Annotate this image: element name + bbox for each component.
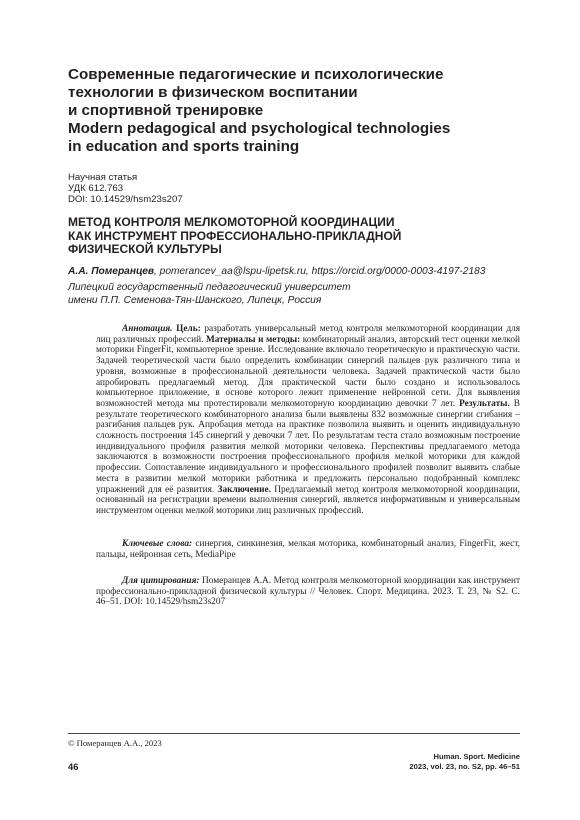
article-title-line: МЕТОД КОНТРОЛЯ МЕЛКОМОТОРНОЙ КООРДИНАЦИИ: [68, 215, 395, 229]
article-title: [68, 216, 401, 257]
author-affiliation: [68, 282, 351, 307]
author-name: А.А. Померанцев: [68, 266, 155, 277]
author-contacts: , pomerancev_aa@lspu-lipetsk.ru, https://orcid.org/0000-0003-4197-2183: [154, 266, 486, 277]
article-title-line: КАК ИНСТРУМЕНТ ПРОФЕССИОНАЛЬНО-ПРИКЛАДНОЙ: [68, 228, 402, 243]
section-title-line: Современные педагогические и психологические: [68, 66, 444, 83]
abstract-methods-text: комбинаторный анализ, авторский тест оценки мелкой моторики FingerFit, компьютерное зрение. Исследование включало теоретическую и практическую части. Задачей теоретической части было определить комбинации синергий пальцев рук различного типа и уровня, возможные в профессиональной деятельности человека. Задачей практической части было апробировать предлагаемый метод. Для практической части было создано и использовалось компьютерное приложение, в основе которого лежит применение нейронной сети. Для выявления возможностей метода мы протестировали мелкомоторную координацию девочки 7 лет.: [96, 334, 520, 409]
abstract-aim-text: разработать универсальный метод контроля мелкомоторной координации для лиц различных профессий.: [96, 324, 521, 345]
journal-issue: 2023, vol. 23, no. S2, pp. 46–51: [409, 761, 520, 771]
abstract-conclusion-label: Заключение.: [217, 484, 271, 495]
section-title-line: in education and sports training: [68, 138, 300, 155]
udc-code: УДК 612.763: [68, 183, 124, 194]
abstract-heading: Аннотация.: [122, 324, 173, 334]
journal-footer: [409, 752, 520, 771]
section-title-line: и спортивной тренировке: [68, 102, 264, 119]
citation-label: Для цитирования:: [122, 576, 200, 586]
copyright-notice: © Померанцев А.А., 2023: [68, 738, 162, 748]
section-title-line: технологии в физическом воспитании: [68, 84, 358, 101]
footnote-divider: [68, 733, 520, 734]
abstract-paragraph: [96, 324, 520, 517]
journal-name: Human. Sport. Medicine: [433, 752, 520, 761]
author-line: [68, 266, 485, 278]
abstract: [96, 324, 520, 517]
article-type: Научная статья: [68, 172, 138, 183]
keywords: [96, 539, 520, 560]
keywords-label: Ключевые слова:: [122, 539, 193, 549]
citation: [96, 576, 520, 608]
section-title: [68, 66, 508, 156]
affiliation-line: имени П.П. Семенова-Тян-Шанского, Липецк, Россия: [68, 294, 322, 306]
keywords-text: синергия, синкинезия, мелкая моторика, комбинаторный анализ, FingerFit, жест, пальцы, нейронная сеть, MediaPipe: [96, 539, 520, 560]
article-meta: [68, 172, 183, 205]
abstract-results-label: Результаты.: [459, 398, 510, 409]
citation-text: Померанцев А.А. Метод контроля мелкомоторной координации как инструмент профессионально-прикладной физической культуры // Человек. Спорт. Медицина. 2023. Т. 23, № S2. С. 46–51. DOI: 10.14529/hsm23s207: [96, 576, 521, 608]
section-title-line: Modern pedagogical and psychological technologies: [68, 120, 451, 137]
abstract-conclusion-text: Предлагаемый метод контроля мелкомоторной координации, основанный на регистрации времени выполнения синергий, является информативным и универсальным инструментом оценки мелкой моторики лиц различных профессий.: [96, 484, 521, 516]
abstract-results-text: В результате теоретического комбинаторного анализа были выявлены 832 возможные синергии сгибания – разгибания пальцев рук. Апробация метода на практике позволила выявить и оценить индивидуальную сложность построения 145 синергий у девочки 7 лет. По результатам теста стало возможным построение индивидуального профиля развития мелкой моторики человека. Перспективы предлагаемого метода заключаются в возможности построения профессионального профиля мелкой моторики для каждой профессии. Сопоставление индивидуального и профессионального профилей позволит выявить слабые места в развитии мелкой моторики работника и предложить персонально подобранный комплекс упражнений для её развития.: [96, 398, 520, 495]
abstract-methods-label: Материалы и методы:: [205, 334, 301, 345]
article-title-line: ФИЗИЧЕСКОЙ КУЛЬТУРЫ: [68, 242, 222, 256]
abstract-aim-label: Цель:: [176, 324, 201, 334]
doi: DOI: 10.14529/hsm23s207: [68, 194, 183, 205]
affiliation-line: Липецкий государственный педагогический университет: [68, 282, 351, 293]
page-number: 46: [68, 761, 79, 772]
